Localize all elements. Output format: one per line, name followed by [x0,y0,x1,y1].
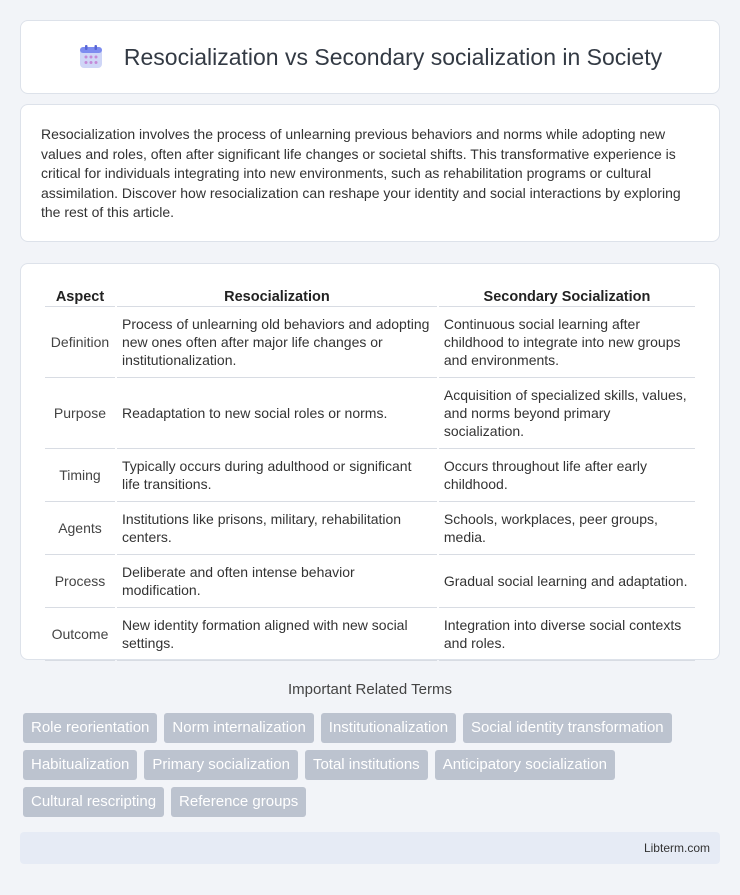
column-header-secondary-socialization: Secondary Socialization [439,284,695,307]
header-card [20,20,720,94]
row-aspect: Purpose [45,378,115,449]
secondary-socialization-cell: Occurs throughout life after early childhood. [439,449,695,502]
related-term-tag[interactable]: Social identity transformation [463,713,672,743]
resocialization-cell: Deliberate and often intense behavior modification. [117,555,437,608]
row-aspect: Process [45,555,115,608]
table-row [45,378,695,449]
table-row [45,307,695,378]
intro-card [20,104,720,242]
page-title: Resocialization vs Secondary socialization in Society [123,43,663,70]
secondary-socialization-cell: Integration into diverse social contexts and roles. [439,608,695,661]
table-row [45,608,695,661]
related-term-tag[interactable]: Reference groups [171,787,306,817]
related-terms-list [23,713,723,817]
related-term-tag[interactable]: Role reorientation [23,713,157,743]
column-header-aspect: Aspect [45,284,115,307]
related-term-tag[interactable]: Primary socialization [144,750,298,780]
related-term-tag[interactable]: Institutionalization [321,713,456,743]
table-row [45,502,695,555]
row-aspect: Outcome [45,608,115,661]
row-aspect: Definition [45,307,115,378]
secondary-socialization-cell: Schools, workplaces, peer groups, media. [439,502,695,555]
resocialization-cell: Readaptation to new social roles or norms. [117,378,437,449]
intro-paragraph: Resocialization involves the process of unlearning previous behaviors and norms while adopting new values and roles, often after significant life changes or societal shifts. This transformative experience is critical for individuals integrating into new environments, such as rehabilitation programs or cultural assimilation. Discover how resocialization can reshape your identity and social interactions by exploring the rest of this article. [41,126,681,221]
table-header-row [45,284,695,307]
related-term-tag[interactable]: Anticipatory socialization [435,750,615,780]
comparison-table [43,284,697,661]
related-term-tag[interactable]: Cultural rescripting [23,787,164,817]
related-term-tag[interactable]: Total institutions [305,750,428,780]
resocialization-cell: Institutions like prisons, military, rehabilitation centers. [117,502,437,555]
secondary-socialization-cell: Acquisition of specialized skills, values, and norms beyond primary socialization. [439,378,695,449]
footer [20,832,720,864]
related-term-tag[interactable]: Habitualization [23,750,137,780]
related-term-tag[interactable]: Norm internalization [164,713,313,743]
secondary-socialization-cell: Gradual social learning and adaptation. [439,555,695,608]
resocialization-cell: Typically occurs during adulthood or significant life transitions. [117,449,437,502]
comparison-table-card [20,263,720,660]
secondary-socialization-cell: Continuous social learning after childhood to integrate into new groups and environments. [439,307,695,378]
resocialization-cell: Process of unlearning old behaviors and adopting new ones often after major life changes or institutionalization. [117,307,437,378]
row-aspect: Timing [45,449,115,502]
related-terms-heading: Important Related Terms [288,681,452,698]
table-row [45,449,695,502]
column-header-resocialization: Resocialization [117,284,437,307]
calendar-grid-icon [78,44,104,70]
row-aspect: Agents [45,502,115,555]
footer-site-link[interactable]: Libterm.com [643,841,710,855]
table-row [45,555,695,608]
resocialization-cell: New identity formation aligned with new social settings. [117,608,437,661]
